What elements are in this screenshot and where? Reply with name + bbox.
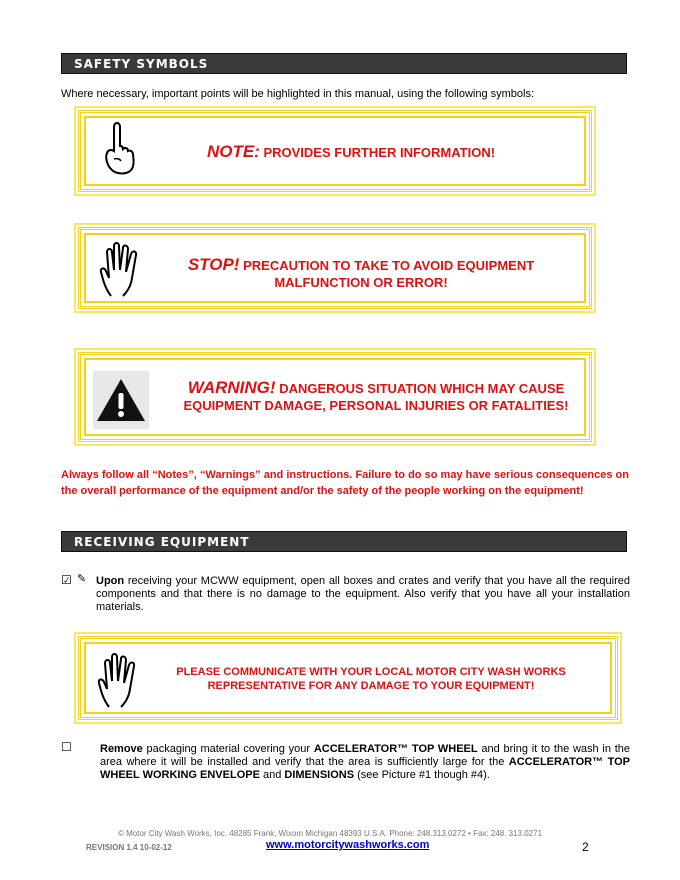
stop-box: [78, 227, 592, 309]
checklist-item-text: (see Picture #1 though #4).: [354, 769, 490, 781]
section-header-receiving-equipment: RECEIVING EQUIPMENT: [61, 531, 627, 552]
note-box: [78, 110, 592, 192]
checklist-item-text: packaging material covering your: [142, 743, 314, 755]
stop-line1: PRECAUTION TO TAKE TO AVOID EQUIPMENT: [243, 258, 535, 273]
stop-title: STOP!: [187, 255, 240, 274]
checkbox-unchecked[interactable]: ☐: [61, 740, 72, 754]
checklist-item-text: and: [259, 769, 285, 781]
communicate-line1: PLEASE COMMUNICATE WITH YOUR LOCAL MOTOR CITY WASH WORKS: [176, 666, 566, 678]
pencil-icon: ✎: [77, 573, 87, 585]
stop-hand-icon: [97, 240, 143, 300]
warning-line1: DANGEROUS SITUATION WHICH MAY CAUSE: [279, 381, 565, 396]
stop-line2: MALFUNCTION OR ERROR!: [274, 275, 448, 290]
communicate-box: [78, 636, 618, 720]
footer-revision: REVISION 1.4 10-02-12: [86, 843, 172, 852]
checklist-item-lead: Remove: [100, 743, 143, 755]
note-title: NOTE:: [206, 142, 260, 161]
warning-box: [78, 352, 592, 442]
checklist-item-text: receiving your MCWW equipment, open all boxes and crates and verify that you have all the required components and that there is no damage to the equipment. Also verify that you have all your installation materials.: [96, 575, 630, 613]
checkbox-checked[interactable]: ☑: [61, 573, 72, 587]
checklist-item-lead: Upon: [96, 575, 125, 587]
stop-hand-icon: [95, 651, 141, 711]
warning-line2: EQUIPMENT DAMAGE, PERSONAL INJURIES OR FATALITIES!: [183, 398, 569, 413]
communicate-line2: REPRESENTATIVE FOR ANY DAMAGE TO YOUR EQUIPMENT!: [207, 680, 535, 692]
page-number: 2: [582, 840, 589, 854]
checklist-item-text: and bring it to the wash in the area where it will be installed and verify that the area is sufficiently large for the: [100, 743, 631, 768]
pointing-finger-icon: [101, 121, 139, 181]
intro-text: Where necessary, important points will be highlighted in this manual, using the following symbols:: [61, 88, 535, 100]
note-text: PROVIDES FURTHER INFORMATION!: [263, 145, 496, 160]
section-header-safety-symbols: SAFETY SYMBOLS: [61, 53, 627, 74]
warning-title: WARNING!: [187, 378, 276, 397]
website-link[interactable]: www.motorcitywashworks.com: [266, 839, 430, 851]
product-name: ACCELERATOR™ TOP WHEEL: [313, 743, 478, 755]
footer-copyright: © Motor City Wash Works, Inc. 48285 Frank, Wixom Michigan 48393 U.S.A. Phone: 248.313.0272 • Fax: 248. 313.0271: [118, 829, 543, 838]
checklist-item-remove: [100, 743, 630, 782]
checklist-item-upon: [96, 575, 630, 614]
safety-warning-paragraph: Always follow all “Notes”, “Warnings” and instructions. Failure to do so may have serious consequences on the overall performance of the equipment and/or the safety of the people working on the equipment!: [61, 469, 629, 497]
dimensions-label: DIMENSIONS: [284, 769, 355, 781]
warning-triangle-icon: [93, 371, 149, 429]
working-envelope-label: ACCELERATOR™ TOP WHEEL WORKING ENVELOPE: [100, 756, 630, 781]
